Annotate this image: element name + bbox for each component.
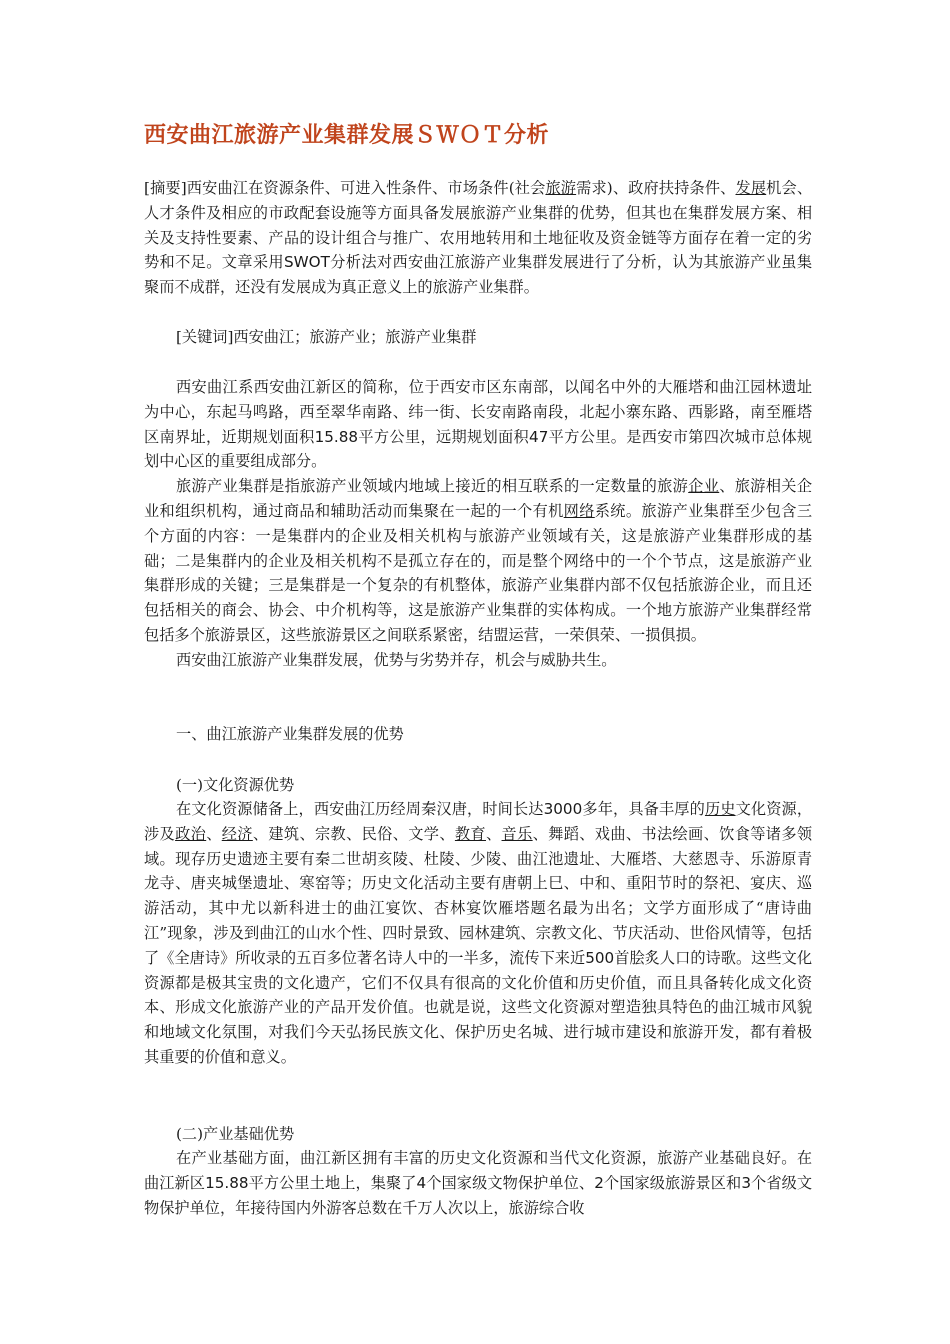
keywords-line: [关键词]西安曲江；旅游产业；旅游产业集群 — [176, 328, 477, 346]
abstract-swot: SWOT — [283, 253, 330, 272]
industry-base-paragraph — [144, 1146, 812, 1220]
body-text: 个国家级文物保护单位、 — [426, 1173, 595, 1192]
link-music[interactable]: 音乐 — [501, 824, 533, 843]
link-tourism[interactable]: 旅游 — [545, 179, 577, 197]
intro-text: 平方公里，远期规划面积 — [358, 427, 530, 446]
abstract-text: 机会、人才条件及相应的市政配套设施等方面具备发展旅游产业集群的优势，但其也在集群发展方案、相关及支持性要素、产品的设计组合与推广、农用地转用和土地征收及资金链等方面存在着一定的劣势和不足。文章采用 — [144, 179, 813, 272]
body-text: 文化资源，涉及 — [144, 800, 813, 843]
intro-paragraph-1 — [144, 375, 812, 474]
body-text: 个省级文物保护单位，年接待国内外游客总数在千万人次以上，旅游综合收 — [144, 1173, 813, 1217]
link-history[interactable]: 历史 — [704, 800, 736, 818]
national-scenic-count: 2 — [594, 1173, 604, 1192]
link-network[interactable]: 网络 — [563, 501, 595, 520]
body-text: 、建筑、宗教、民俗、文学、 — [252, 824, 455, 843]
link-enterprise[interactable]: 企业 — [688, 477, 720, 496]
link-education[interactable]: 教育 — [454, 824, 486, 843]
page-title: 西安曲江旅游产业集群发展ＳＷＯＴ分析 — [144, 123, 550, 148]
provincial-units-count: 3 — [741, 1173, 751, 1192]
body-text: 多年，具备丰厚的 — [582, 800, 705, 818]
intro-paragraph-3: 西安曲江旅游产业集群发展，优势与劣势并存，机会与威胁共生。 — [176, 650, 617, 669]
intro-paragraph-2 — [144, 474, 812, 648]
intro-text: 西安曲江系西安曲江新区的简称，位于西安市区东南部，以闻名中外的大雁塔和曲江园林遗址为中心，东起马鸣路，西至翠华南路、纬一街、长安南路南段，北起小寨东路、西影路，南至雁塔区南界址，近期规划面积 — [144, 378, 812, 446]
abstract-paragraph — [144, 176, 812, 300]
body-text: 、舞蹈、戏曲、书法绘画、饮食等诸多领域。现存历史遗迹主要有秦二世胡亥陵、杜陵、少陵、曲江池遗址、大雁塔、大慈恩寺、乐游原青龙寺、唐夹城堡遗址、寒窑等；历史文化活动主要有唐朝上巳、中和、重阳节时的祭祀、宴庆、巡游活动，其中尤以新科进士的曲江宴饮、杏林宴饮雁塔题名最为出名；文学方面形成了“唐诗曲江”现象，涉及到曲江的山水个性、四时景致、园林建筑、宗教文化、节庆活动、世俗风情等，包括了《全唐诗》所收录的五百多位著名诗人中的一半多，流传下来近 — [144, 824, 813, 967]
intro-text: 旅游产业集群是指旅游产业领域内地域上接近的相互联系的一定数量的旅游 — [176, 477, 689, 496]
area-value: 15.88 — [205, 1173, 249, 1192]
body-text: 、 — [206, 824, 222, 843]
cultural-resources-paragraph — [144, 797, 812, 1070]
link-economy[interactable]: 经济 — [221, 824, 253, 843]
intro-text: 系统。旅游产业集群至少包含三个方面的内容：一是集群内的企业及相关机构与旅游产业领域有关，这是旅游产业集群形成的基础；二是集群内的企业及相关机构不是孤立存在的，而是整个网络中的一个个节点，这是旅游产业集群形成的关键；三是集群是一个复杂的有机整体，旅游产业集群内部不仅包括旅游企业，而且还包括相关的商会、协会、中介机构等，这是旅游产业集群的实体构成。一个地方旅游产业集群经常包括多个旅游景区，这些旅游景区之间联系紧密，结盟运营，一荣俱荣、一损俱损。 — [144, 501, 813, 644]
years-value: 3000 — [543, 800, 583, 818]
intro-section — [144, 375, 812, 673]
intro-text: 平方公里。是西安市第四次城市总体规划中心区的重要组成部分。 — [144, 427, 813, 471]
body-text: 、 — [485, 824, 502, 843]
national-units-count: 4 — [416, 1173, 427, 1192]
area-near-value: 15.88 — [314, 427, 359, 446]
abstract-text: [摘要]西安曲江在资源条件、可进入性条件、市场条件(社会 — [144, 179, 546, 197]
abstract-text: 需求)、政府扶持条件、 — [576, 179, 736, 197]
poems-count-value: 500 — [585, 948, 615, 967]
section-heading-advantages: 一、曲江旅游产业集群发展的优势 — [176, 725, 404, 743]
subheading-industry-base: (二)产业基础优势 — [176, 1125, 295, 1143]
body-text: 平方公里土地上，集聚了 — [248, 1173, 417, 1192]
intro-text: 、旅游相关企业和组织机构，通过商品和辅助活动而集聚在一起的一个有机 — [144, 477, 813, 520]
abstract-text: 分析法对西安曲江旅游产业集群发展进行了分析，认为其旅游产业虽集聚而不成群，还没有发展成为真正意义上的旅游产业集群。 — [144, 253, 813, 297]
link-politics[interactable]: 政治 — [175, 824, 207, 843]
body-text: 个国家级旅游景区和 — [603, 1173, 742, 1192]
body-text: 在产业基础方面，曲江新区拥有丰富的历史文化资源和当代文化资源，旅游产业基础良好。在曲江新区 — [144, 1149, 812, 1192]
body-text: 在文化资源储备上，西安曲江历经周秦汉唐，时间长达 — [176, 800, 544, 818]
area-far-value: 47 — [529, 427, 549, 446]
body-text: 首脍炙人口的诗歌。这些文化资源都是极其宝贵的文化遗产，它们不仅具有很高的文化价值和历史价值，而且具备转化成文化资本、形成文化旅游产业的产品开发价值。也就是说，这些文化资源对塑造独具特色的曲江城市风貌和地域文化氛围，对我们今天弘扬民族文化、保护历史名城、进行城市建设和旅游开发，都有着极其重要的价值和意义。 — [144, 948, 813, 1066]
link-development[interactable]: 发展 — [735, 179, 767, 197]
subheading-cultural-resources: (一)文化资源优势 — [176, 776, 295, 794]
